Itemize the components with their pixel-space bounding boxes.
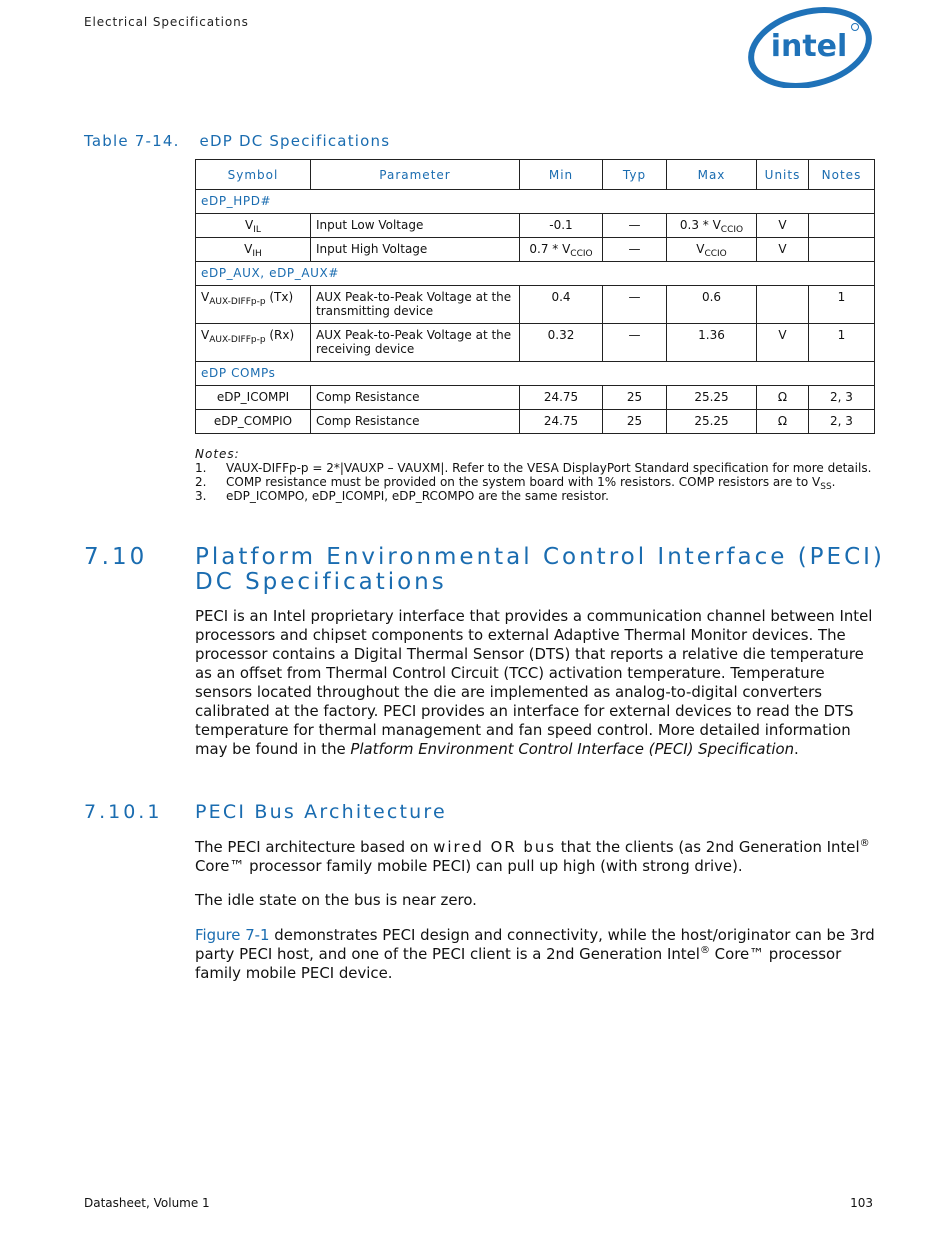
typ-cell: 25: [603, 386, 667, 410]
note-text: VAUX-DIFFp-p = 2*|VAUXP – VAUXM|. Refer to the VESA DisplayPort Standard specification for more details.: [226, 461, 872, 475]
note-text: eDP_ICOMPO, eDP_ICOMPI, eDP_RCOMPO are the same resistor.: [226, 489, 609, 503]
group-label: eDP_HPD#: [196, 190, 875, 214]
parameter-cell: Comp Resistance: [311, 386, 520, 410]
table-row: [196, 410, 875, 434]
table-row: [196, 324, 875, 362]
min-cell: 0.4: [520, 286, 603, 324]
col-min: Min: [520, 160, 603, 190]
col-notes: Notes: [809, 160, 875, 190]
typ-cell: —: [603, 324, 667, 362]
footer-document-title: Datasheet, Volume 1: [84, 1196, 210, 1210]
symbol-cell: $V_{IH}$: [196, 238, 311, 262]
group-label: eDP_AUX, eDP_AUX#: [196, 262, 875, 286]
min-cell: 24.75: [520, 410, 603, 434]
symbol-cell: $V_{IL}$: [196, 214, 311, 238]
notes-cell: [809, 238, 875, 262]
max-cell: 25.25: [667, 410, 757, 434]
note-text: COMP resistance must be provided on the system board with 1% resistors. COMP resistors are to V: [226, 475, 821, 489]
note-item: [195, 461, 875, 475]
max-cell: 1.36: [667, 324, 757, 362]
typ-cell: —: [603, 238, 667, 262]
max-cell: 25.25: [667, 386, 757, 410]
notes-cell: 1: [809, 324, 875, 362]
max-cell: $0.3 * V_{CCIO}$: [667, 214, 757, 238]
max-cell: 0.6: [667, 286, 757, 324]
table-header-row: [196, 160, 875, 190]
col-parameter: Parameter: [311, 160, 520, 190]
parameter-cell: Input High Voltage: [311, 238, 520, 262]
notes-title: Notes:: [195, 447, 240, 461]
units-cell: V: [757, 214, 809, 238]
col-max: Max: [667, 160, 757, 190]
note-item: [195, 489, 875, 503]
edp-dc-spec-table: [195, 159, 875, 434]
parameter-cell: AUX Peak-to-Peak Voltage at the receiving device: [311, 324, 520, 362]
col-units: Units: [757, 160, 809, 190]
figure-reference-paragraph: Figure 7-1 demonstrates PECI design and connectivity, while the host/originator can be 3rd party PECI host, and one of the PECI client is a 2nd Generation Intel® Core™ processor family mobile PECI device.: [195, 926, 875, 982]
table-notes: [195, 447, 875, 503]
table-row: [196, 238, 875, 262]
notes-cell: 2, 3: [809, 386, 875, 410]
notes-cell: [809, 214, 875, 238]
group-row: [196, 362, 875, 386]
typ-cell: —: [603, 286, 667, 324]
symbol-cell: eDP_ICOMPI: [196, 386, 311, 410]
group-label: eDP COMPs: [196, 362, 875, 386]
table-title: eDP DC Specifications: [199, 132, 391, 150]
notes-cell: 1: [809, 286, 875, 324]
units-cell: V: [757, 238, 809, 262]
page-number: 103: [850, 1196, 873, 1210]
typ-cell: —: [603, 214, 667, 238]
max-cell: $V_{CCIO}$: [667, 238, 757, 262]
subsection-title: PECI Bus Architecture: [195, 801, 447, 823]
symbol-cell: eDP_COMPIO: [196, 410, 311, 434]
min-cell: $0.7 * V_{CCIO}$: [520, 238, 603, 262]
min-cell: -0.1: [520, 214, 603, 238]
peci-intro-paragraph: PECI is an Intel proprietary interface that provides a communication channel between Intel processors and chipset components to external Adaptive Thermal Monitor devices. The processor contains a Digital Thermal Sensor (DTS) that reports a relative die temperature as an offset from Thermal Control Circuit (TCC) activation temperature. Temperature sensors located throughout the die are implemented as analog-to-digital converters calibrated at the factory. PECI provides an interface for external devices to read the DTS temperature for thermal management and fan speed control. More detailed information may be found in the Platform Environment Control Interface (PECI) Specification.: [195, 607, 873, 758]
parameter-cell: Comp Resistance: [311, 410, 520, 434]
section-number: 7.10: [84, 544, 148, 570]
intel-logo: [745, 2, 877, 88]
group-row: [196, 262, 875, 286]
running-header: Electrical Specifications: [84, 15, 249, 29]
symbol-cell: $V_{AUX-DIFFp-p}$ (Rx): [196, 324, 311, 362]
section-title: Platform Environmental Control Interface (PECI) DC Specifications: [195, 544, 885, 595]
table-number: Table 7-14.: [84, 132, 180, 150]
logo-wordmark: intel: [770, 29, 848, 64]
min-cell: 0.32: [520, 324, 603, 362]
note-number: 1.: [195, 461, 207, 475]
idle-state-paragraph: The idle state on the bus is near zero.: [195, 891, 477, 909]
min-cell: 24.75: [520, 386, 603, 410]
notes-cell: 2, 3: [809, 410, 875, 434]
table-row: [196, 286, 875, 324]
units-cell: V: [757, 324, 809, 362]
parameter-cell: Input Low Voltage: [311, 214, 520, 238]
units-cell: [757, 286, 809, 324]
note-number: 2.: [195, 475, 207, 489]
figure-link[interactable]: Figure 7-1: [195, 926, 270, 944]
units-cell: Ω: [757, 386, 809, 410]
units-cell: Ω: [757, 410, 809, 434]
table-row: [196, 386, 875, 410]
col-symbol: Symbol: [196, 160, 311, 190]
col-typ: Typ: [603, 160, 667, 190]
table-caption: [84, 132, 390, 150]
note-item: 2. COMP resistance must be provided on the system board with 1% resistors. COMP resistors are to $V_{SS}$.: [195, 475, 836, 492]
table-row: [196, 214, 875, 238]
architecture-paragraph: The PECI architecture based on wired OR bus that the clients (as 2nd Generation Intel® Core™ processor family mobile PECI) can pull up high (with strong drive).: [195, 838, 870, 875]
group-row: [196, 190, 875, 214]
typ-cell: 25: [603, 410, 667, 434]
parameter-cell: AUX Peak-to-Peak Voltage at the transmitting device: [311, 286, 520, 324]
note-number: 3.: [195, 489, 207, 503]
subsection-number: 7.10.1: [84, 801, 163, 823]
symbol-cell: $V_{AUX-DIFFp-p}$ (Tx): [196, 286, 311, 324]
